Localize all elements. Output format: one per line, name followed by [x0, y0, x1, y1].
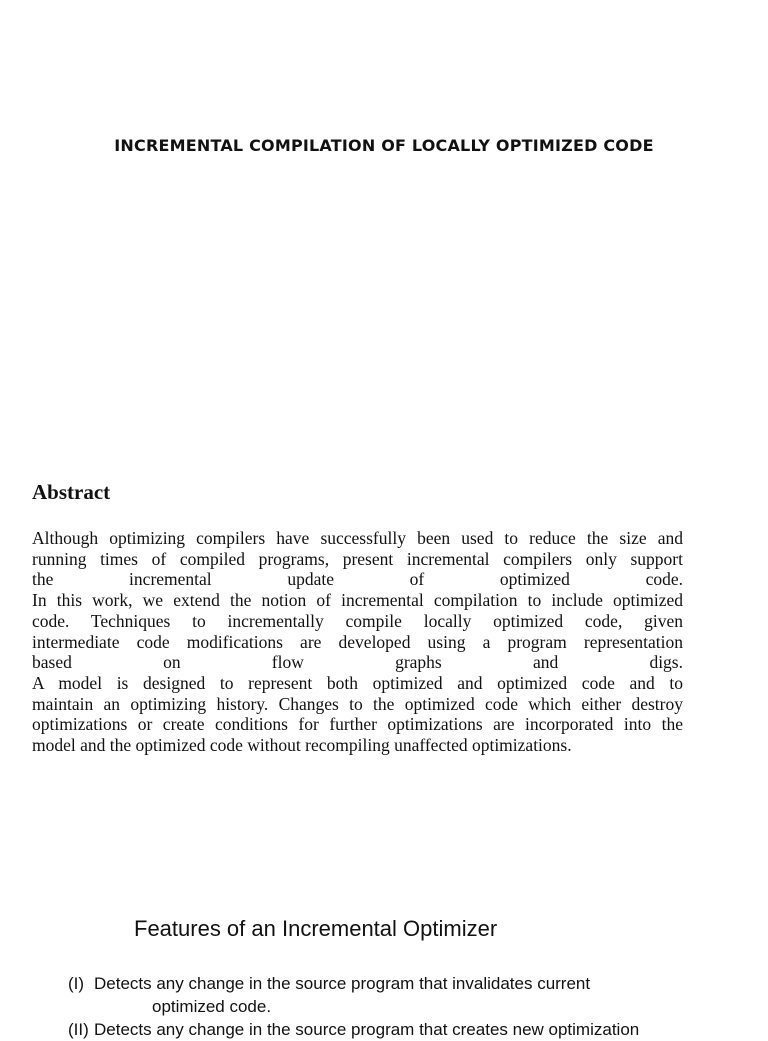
abstract-line: optimizations or create conditions for further optimizations are incorporated into the: [32, 714, 683, 735]
list-item-text: Detects any change in the source program that invalidates current: [94, 974, 591, 993]
abstract-line: based on flow graphs and digs.: [32, 652, 683, 673]
list-item: [68, 1018, 688, 1041]
abstract-line: the incremental update of optimized code.: [32, 569, 683, 590]
abstract-line: code. Techniques to incrementally compile locally optimized code, given: [32, 610, 683, 631]
list-marker: (II): [68, 1020, 89, 1039]
abstract-heading: Abstract: [32, 480, 111, 504]
list-marker: (I): [68, 974, 85, 993]
features-heading: Features of an Incremental Optimizer: [134, 916, 498, 941]
abstract-line: running times of compiled programs, present incremental compilers only support: [32, 548, 683, 569]
abstract-line: In this work, we extend the notion of incremental compilation to include optimized: [32, 590, 683, 611]
abstract-line: A model is designed to represent both optimized and optimized code and to: [32, 672, 683, 693]
abstract-line: Although optimizing compilers have successfully been used to reduce the size and: [32, 528, 683, 548]
list-item: [68, 972, 688, 1018]
list-item-continuation: optimized code.: [152, 997, 272, 1016]
abstract-line: maintain an optimizing history. Changes to the optimized code which either destroy: [32, 693, 683, 714]
features-list: [68, 972, 688, 1041]
abstract-body: [32, 528, 683, 756]
list-item-text: Detects any change in the source program that creates new optimization: [94, 1020, 640, 1039]
abstract-line: intermediate code modifications are developed using a program representation: [32, 631, 683, 652]
abstract-line: model and the optimized code without recompiling unaffected optimizations.: [32, 735, 572, 756]
page-title: INCREMENTAL COMPILATION OF LOCALLY OPTIMIZED CODE: [114, 136, 654, 155]
